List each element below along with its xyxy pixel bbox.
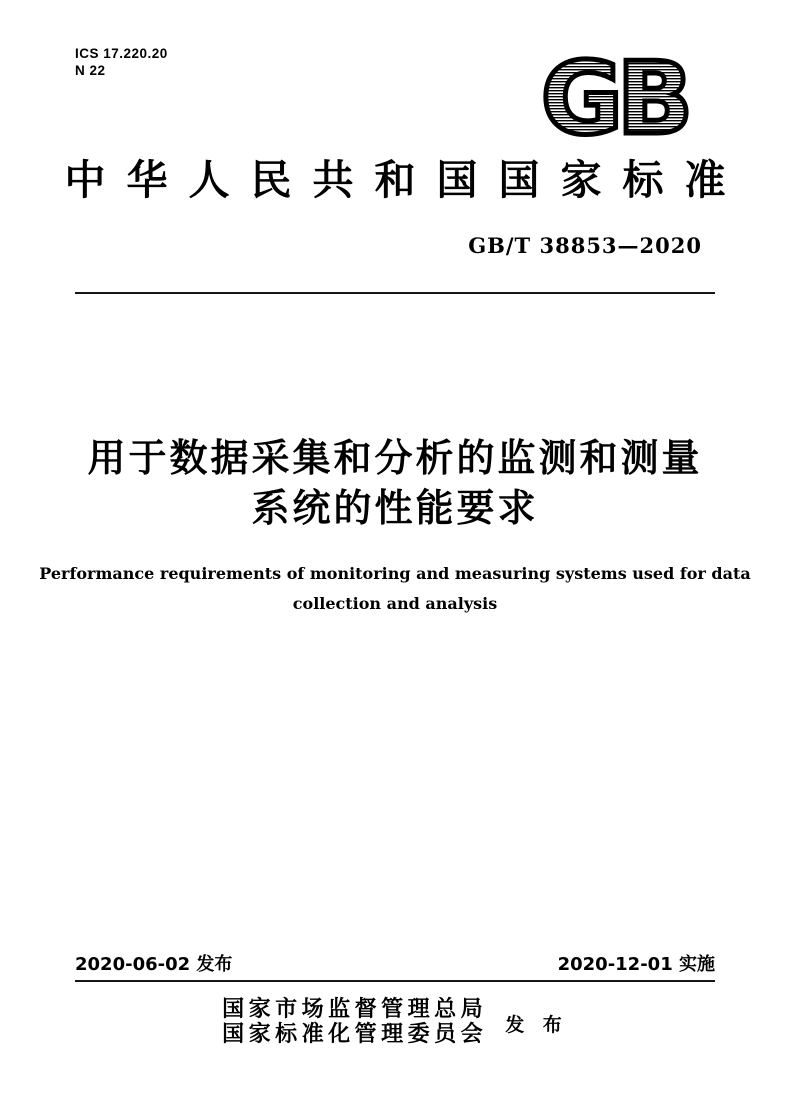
issuer-names	[222, 997, 487, 1047]
gb-logo-text: GB	[540, 54, 688, 145]
issuer-block	[0, 997, 790, 1047]
issue-date: 2020-06-02 发布	[75, 954, 233, 975]
ics-code: ICS 17.220.20	[75, 46, 168, 61]
title-chinese-line1: 用于数据采集和分析的监测和测量	[87, 436, 703, 480]
gb-logo-icon	[518, 54, 710, 145]
title-english-line2: collection and analysis	[292, 594, 498, 613]
national-standard-heading: 中华人民共和国国家标准	[64, 156, 747, 204]
title-english-line1: Performance requirements of monitoring and measuring systems used for data	[39, 564, 751, 583]
header-divider-line	[75, 292, 715, 294]
issuer-line1: 国家市场监督管理总局	[222, 996, 488, 1022]
issuer-line2: 国家标准化管理委员会	[222, 1021, 488, 1047]
title-chinese-line2: 系统的性能要求	[251, 486, 539, 530]
doc-class-code: N 22	[75, 63, 106, 78]
release-label: 发 布	[505, 1013, 568, 1036]
footer-divider-line	[75, 980, 715, 982]
implement-date: 2020-12-01 实施	[557, 954, 715, 975]
ics-classification-block	[75, 45, 168, 79]
title-english	[0, 559, 790, 619]
standard-number: GB/T 38853—2020	[468, 233, 702, 258]
dates-row	[75, 950, 715, 976]
